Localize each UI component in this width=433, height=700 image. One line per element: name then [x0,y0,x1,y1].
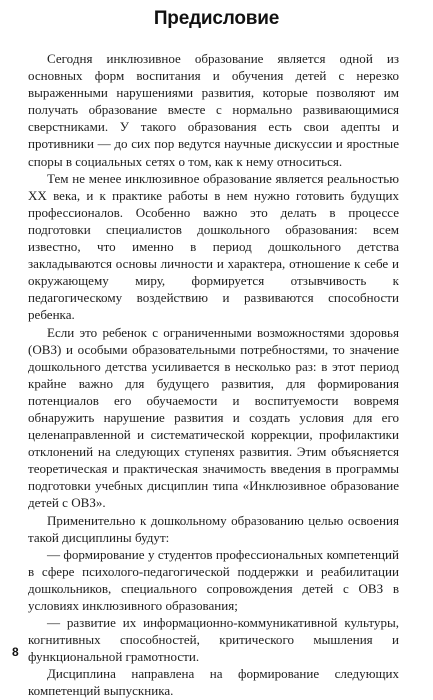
paragraph-1: Сегодня инклюзивное образование является одной из основных форм воспитания и обучения детей с нерезко выраженными нарушениями развития, которые позволяют им получать образование вместе с нормально развивающимися сверстниками. У такого образования есть свои адепты и противники — до сих пор ведутся научные дискуссии и яростные споры в социальных сетях о том, как к нему относиться. [28,51,399,169]
page-title: Предисловие [153,8,280,29]
body-text [28,50,399,700]
paragraph-6: — развитие их информационно-коммуникативной культуры, когнитивных способностей, критического мышления и функциональной грамотности. [28,615,399,665]
page-number: 8 [12,645,19,659]
paragraph-3: Если это ребенок с ограниченными возможностями здоровья (ОВЗ) и особыми образовательными потребностями, то значение дошкольного детства усиливается в несколько раз: в этот период крайне важно для будущего развития, для формирования потенциалов его обучаемости и воспитуемости вовремя обнаружить нарушение развития и создать условия для его целенаправленной и систематической коррекции, профилактики отклонений на следующих ступенях развития. Этим объясняется теоретическая и практическая значимость введения в программы подготовки учебных дисциплин типа «Инклюзивное образование детей с ОВЗ». [28,324,399,511]
paragraph-2: Тем не менее инклюзивное образование является реальностью XX века, и к практике работы в нем нужно готовить будущих профессионалов. Особенно важно это делать в процессе подготовки специалистов дошкольного образования: всем известно, что именно в период дошкольного детства закладываются основы личности и характера, отношение к себе и окружающему миру, формируется отзывчивость к педагогическому воздействию и развиваются способности ребенка. [28,170,399,323]
paragraph-7: Дисциплина направлена на формирование следующих компетенций выпускника. [28,666,399,699]
paragraph-4: Применительно к дошкольному образованию целью освоения такой дисциплины будут: [28,512,399,545]
paragraph-5: — формирование у студентов профессиональных компетенций в сфере психолого-педагогической поддержки и реабилитации дошкольников, специального сопровождения детей с ОВЗ в условиях инклюзивного образования; [28,546,399,613]
